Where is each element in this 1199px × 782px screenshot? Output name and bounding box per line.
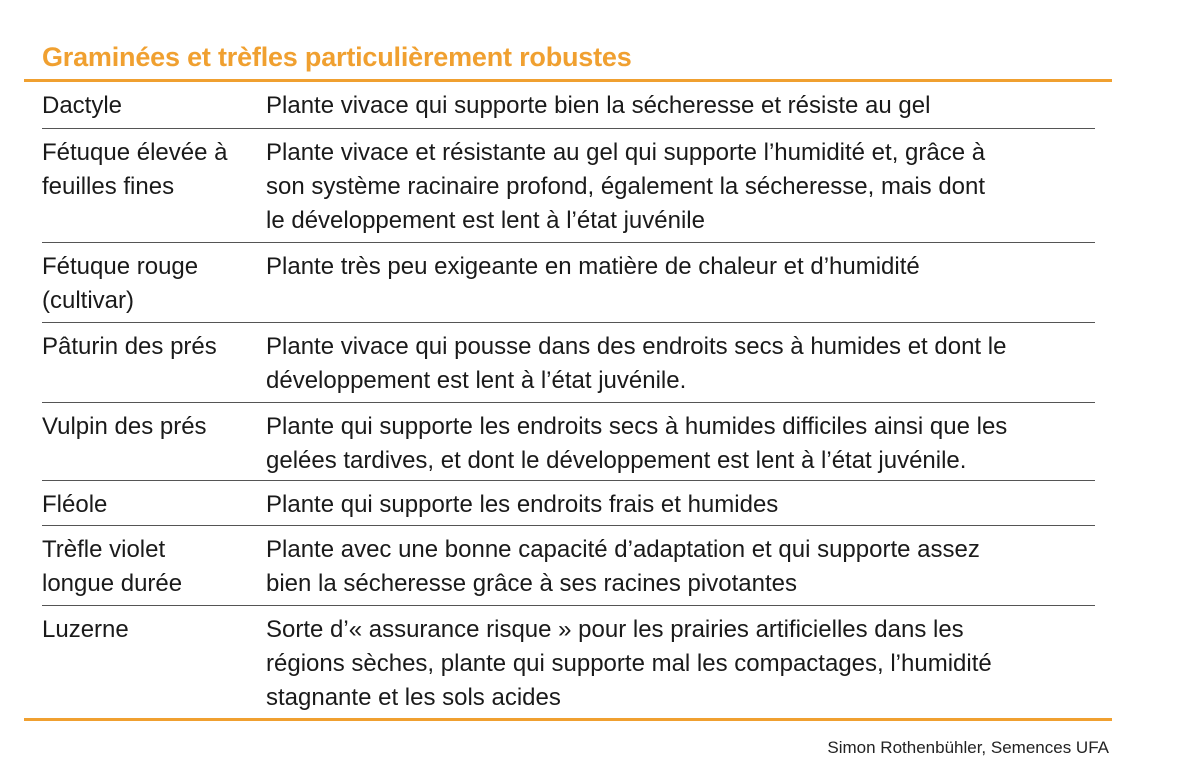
table-row (24, 481, 1112, 526)
plant-name (24, 250, 246, 323)
plant-name-line: Luzerne (42, 616, 129, 643)
plant-name-line: Fléole (42, 491, 108, 518)
table-row (24, 323, 1112, 403)
plant-name-line: Dactyle (42, 92, 123, 119)
plant-description-line: bien la sécheresse grâce à ses racines pivotantes (266, 570, 797, 597)
plant-description-line: Plante très peu exigeante en matière de chaleur et d’humidité (266, 253, 920, 280)
plant-description-line: le développement est lent à l’état juvénile (266, 207, 705, 234)
plant-name-line: Pâturin des prés (42, 333, 217, 360)
plant-name-line: longue durée (42, 570, 183, 597)
plant-description (246, 89, 1076, 129)
plant-description-line: développement est lent à l’état juvénile. (266, 367, 687, 394)
plant-name-line: Vulpin des prés (42, 413, 207, 440)
table-body (24, 82, 1112, 718)
plant-description-line: Plante qui supporte les endroits secs à humides difficiles ainsi que les (266, 413, 1008, 440)
plant-name (24, 89, 246, 129)
plant-name-line: feuilles fines (42, 173, 175, 200)
plant-name (24, 136, 246, 243)
plant-description-line: régions sèches, plante qui supporte mal les compactages, l’humidité (266, 650, 992, 677)
plant-description (246, 533, 1076, 606)
plant-description (246, 613, 1076, 718)
plant-name (24, 533, 246, 606)
credit-line: Simon Rothenbühler, Semences UFA (827, 738, 1109, 757)
bottom-rule (24, 718, 1112, 721)
plant-description (246, 136, 1076, 243)
plant-description-line: Sorte d’« assurance risque » pour les prairies artificielles dans les (266, 616, 964, 643)
table-row (24, 403, 1112, 481)
plant-table (24, 79, 1112, 721)
plant-name-line: Fétuque rouge (42, 253, 199, 280)
table-row (24, 82, 1112, 129)
plant-description-line: Plante vivace qui supporte bien la sécheresse et résiste au gel (266, 92, 931, 119)
plant-description (246, 410, 1076, 481)
table-title: Graminées et trèfles particulièrement robustes (42, 42, 632, 72)
plant-description (246, 330, 1076, 403)
plant-name-line: Fétuque élevée à (42, 139, 228, 166)
plant-description-line: Plante qui supporte les endroits frais et humides (266, 491, 779, 518)
plant-name-line: (cultivar) (42, 287, 135, 314)
plant-description (246, 488, 1076, 526)
table-row (24, 526, 1112, 606)
plant-name (24, 613, 246, 718)
table-row (24, 243, 1112, 323)
plant-description (246, 250, 1076, 323)
plant-description-line: Plante avec une bonne capacité d’adaptation et qui supporte assez (266, 536, 980, 563)
table-row (24, 606, 1112, 718)
plant-description-line: son système racinaire profond, également la sécheresse, mais dont (266, 173, 986, 200)
table-row (24, 129, 1112, 243)
plant-name (24, 410, 246, 481)
plant-name (24, 330, 246, 403)
plant-name (24, 488, 246, 526)
plant-description-line: Plante vivace et résistante au gel qui supporte l’humidité et, grâce à (266, 139, 986, 166)
plant-description-line: stagnante et les sols acides (266, 684, 561, 711)
plant-name-line: Trèfle violet (42, 536, 166, 563)
plant-description-line: Plante vivace qui pousse dans des endroits secs à humides et dont le (266, 333, 1007, 360)
plant-description-line: gelées tardives, et dont le développement est lent à l’état juvénile. (266, 447, 967, 474)
